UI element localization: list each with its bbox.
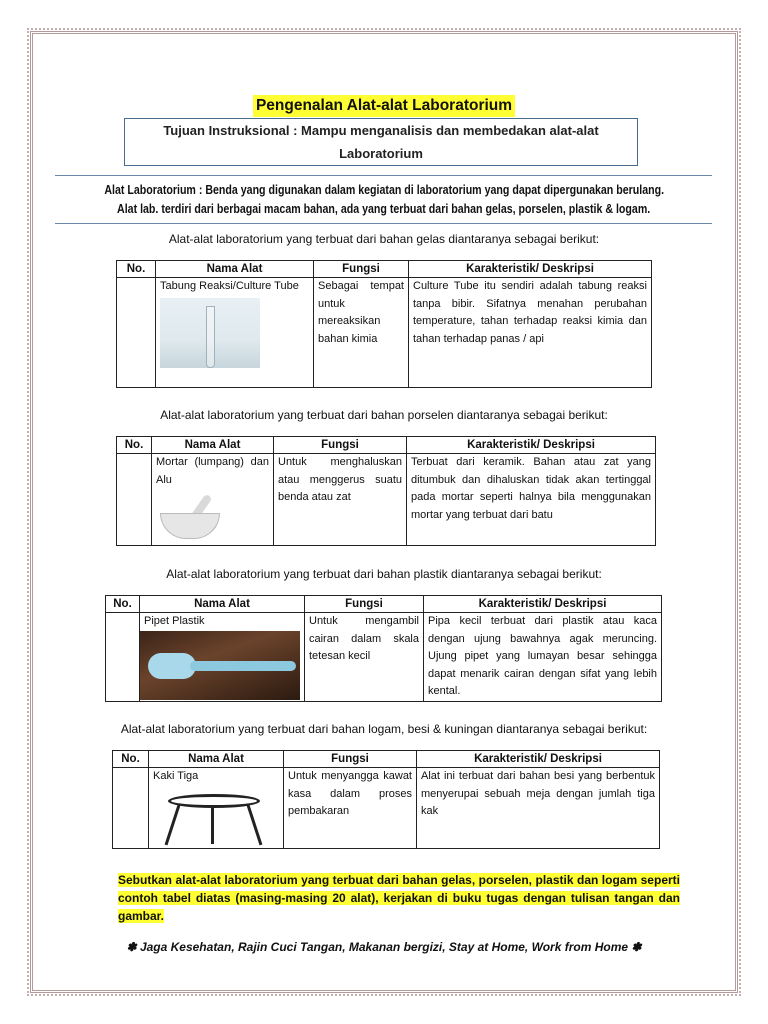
item-description: Culture Tube itu sendiri adalah tabung reaksi tanpa bibir. Sifatnya menahan perubahan temperature, tahan terhadap reaksi kimia dan tahan terhadap panas / api	[409, 278, 652, 388]
intro-line-1: Alat Laboratorium : Benda yang digunakan dalam kegiatan di laboratorium yang dapat dipergunakan berulang.	[104, 183, 664, 197]
learning-objective-box: Tujuan Instruksional : Mampu menganalisis dan membedakan alat-alat Laboratorium	[124, 118, 638, 166]
item-name: Tabung Reaksi/Culture Tube	[160, 280, 299, 292]
item-function: Sebagai tempat untuk mereaksikan bahan kimia	[314, 278, 409, 388]
table-porselen	[116, 436, 656, 546]
header-nama: Nama Alat	[140, 596, 305, 613]
assignment-instructions	[118, 871, 680, 925]
item-function: Untuk menyangga kawat kasa dalam proses pembakaran	[284, 768, 417, 849]
header-karakteristik: Karakteristik/ Deskripsi	[409, 261, 652, 278]
header-karakteristik: Karakteristik/ Deskripsi	[417, 751, 660, 768]
tripod-image	[153, 786, 273, 846]
item-description: Pipa kecil terbuat dari plastik atau kaca dengan ujung bawahnya agak meruncing. Ujung pipet yang lumayan besar sehingga dapat menarik cairan dengan sifat yang lebih kental.	[424, 613, 662, 702]
header-no: No.	[117, 437, 152, 454]
table-row	[113, 768, 660, 849]
table-row	[106, 613, 662, 702]
header-no: No.	[113, 751, 149, 768]
item-description: Alat ini terbuat dari bahan besi yang berbentuk menyerupai sebuah meja dengan jumlah tiga kak	[417, 768, 660, 849]
table-row	[117, 278, 652, 388]
item-name: Kaki Tiga	[153, 770, 199, 782]
assignment-text: Sebutkan alat-alat laboratorium yang terbuat dari bahan gelas, porselen, plastik dan logam seperti contoh tabel diatas (masing-masing 20 alat), kerjakan di buku tugas dengan tulisan tangan dan gambar.	[118, 873, 680, 923]
divider	[55, 175, 712, 176]
section-caption-gelas: Alat-alat laboratorium yang terbuat dari bahan gelas diantaranya sebagai berikut:	[168, 232, 600, 246]
item-name: Mortar (lumpang) dan Alu	[156, 456, 269, 486]
header-fungsi: Fungsi	[314, 261, 409, 278]
culture-tube-image	[160, 298, 260, 368]
intro-line-2: Alat lab. terdiri dari berbagai macam bahan, ada yang terbuat dari bahan gelas, porselen, plastik & logam.	[117, 202, 651, 216]
item-function: Untuk mengambil cairan dalam skala tetesan kecil	[305, 613, 424, 702]
header-fungsi: Fungsi	[284, 751, 417, 768]
flower-icon: ✽	[126, 940, 137, 954]
header-karakteristik: Karakteristik/ Deskripsi	[407, 437, 656, 454]
table-row	[117, 454, 656, 546]
table-gelas	[116, 260, 652, 388]
table-logam	[112, 750, 660, 849]
table-plastik	[105, 595, 662, 702]
header-no: No.	[106, 596, 140, 613]
pipette-image	[140, 631, 300, 700]
footer-message	[40, 939, 728, 955]
divider	[55, 223, 712, 224]
header-nama: Nama Alat	[156, 261, 314, 278]
footer-text: Jaga Kesehatan, Rajin Cuci Tangan, Makanan bergizi, Stay at Home, Work from Home	[139, 940, 629, 954]
header-fungsi: Fungsi	[305, 596, 424, 613]
page-content	[0, 95, 768, 955]
header-no: No.	[117, 261, 156, 278]
flower-icon: ✽	[631, 940, 642, 954]
page-title: Pengenalan Alat-alat Laboratorium	[253, 95, 515, 117]
item-function: Untuk menghaluskan atau menggerus suatu benda atau zat	[274, 454, 407, 546]
section-caption-porselen: Alat-alat laboratorium yang terbuat dari bahan porselen diantaranya sebagai berikut:	[160, 408, 608, 422]
section-caption-plastik: Alat-alat laboratorium yang terbuat dari bahan plastik diantaranya sebagai berikut:	[166, 567, 602, 581]
header-nama: Nama Alat	[152, 437, 274, 454]
header-fungsi: Fungsi	[274, 437, 407, 454]
section-caption-logam: Alat-alat laboratorium yang terbuat dari bahan logam, besi & kuningan diantaranya sebagai berikut:	[120, 722, 648, 736]
mortar-image	[156, 491, 226, 541]
header-karakteristik: Karakteristik/ Deskripsi	[424, 596, 662, 613]
header-nama: Nama Alat	[149, 751, 284, 768]
item-name: Pipet Plastik	[144, 615, 205, 627]
item-description: Terbuat dari keramik. Bahan atau zat yang ditumbuk dan dihaluskan tidak akan tertinggal pada mortar seperti halnya bila menggunakan mortar yang terbuat dari batu	[407, 454, 656, 546]
